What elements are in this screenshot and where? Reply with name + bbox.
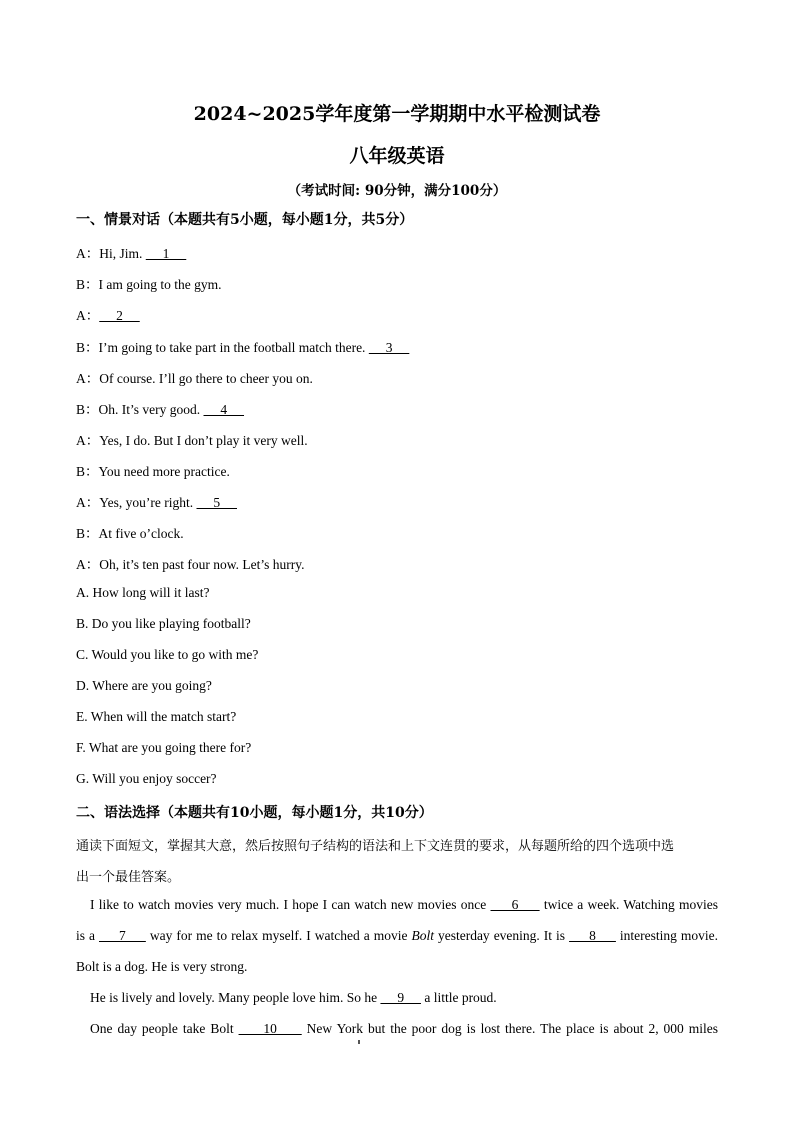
answer-blank[interactable]: 8 bbox=[569, 928, 616, 943]
section2-instruction: 通读下面短文，掌握其大意，然后按照句子结构的语法和上下文连贯的要求，从每题所给的四个选项中选 bbox=[76, 839, 675, 854]
passage-line: He is lively and lovely. Many people love him. So he 9 a little proud. bbox=[90, 990, 497, 1005]
dialogue-line: B：At five o’clock. bbox=[76, 526, 184, 541]
dialogue-line: B：You need more practice. bbox=[76, 464, 230, 479]
passage-line: I like to watch movies very much. I hope I can watch new movies once 6 twice a week. Watching movies bbox=[90, 897, 719, 912]
passage-line: One day people take Bolt 10 New York but the poor dog is lost there. The place is about 2, 000 miles bbox=[90, 1021, 719, 1036]
dialogue-line: A： 2 bbox=[76, 308, 140, 323]
dialogue-line: A：Oh, it’s ten past four now. Let’s hurry. bbox=[76, 557, 305, 572]
dialogue-line: B：I’m going to take part in the football match there. 3 bbox=[76, 340, 410, 355]
answer-blank[interactable]: 9 bbox=[380, 990, 421, 1005]
option-c: C. Would you like to go with me? bbox=[76, 647, 259, 662]
dialogue-line: B：Oh. It’s very good. 4 bbox=[76, 402, 245, 417]
option-f: F. What are you going there for? bbox=[76, 740, 252, 755]
answer-blank[interactable]: 4 bbox=[203, 402, 245, 417]
section2-instruction-cont: 出一个最佳答案。 bbox=[76, 870, 181, 885]
answer-blank[interactable]: 3 bbox=[368, 340, 410, 355]
answer-blank[interactable]: 2 bbox=[99, 308, 140, 323]
option-e: E. When will the match start? bbox=[76, 709, 237, 724]
dialogue-line: A：Yes, you’re right. 5 bbox=[76, 495, 237, 510]
option-d: D. Where are you going? bbox=[76, 678, 212, 693]
passage-line: is a 7 way for me to relax myself. I watched a movie Bolt yesterday evening. It is 8 interesting movie. bbox=[76, 928, 719, 943]
exam-info: （考试时间: 90分钟，满分100分） bbox=[287, 183, 507, 199]
option-g: G. Will you enjoy soccer? bbox=[76, 771, 217, 786]
answer-blank[interactable]: 10 bbox=[238, 1021, 302, 1036]
exam-title: 2024~2025学年度第一学期期中水平检测试卷 bbox=[193, 103, 601, 125]
dialogue-line: A：Yes, I do. But I don’t play it very well. bbox=[76, 433, 308, 448]
section1-heading: 一、情景对话（本题共有5小题，每小题1分，共5分） bbox=[76, 212, 414, 228]
dialogue-line: A：Of course. I’ll go there to cheer you on. bbox=[76, 371, 313, 386]
passage-line: Bolt is a dog. He is very strong. bbox=[76, 959, 248, 974]
answer-blank[interactable]: 1 bbox=[145, 246, 187, 261]
option-a: A. How long will it last? bbox=[76, 585, 210, 600]
answer-blank[interactable]: 5 bbox=[196, 495, 237, 510]
answer-blank[interactable]: 6 bbox=[490, 897, 540, 912]
dialogue-line: A：Hi, Jim. 1 bbox=[76, 246, 187, 261]
exam-subtitle: 八年级英语 bbox=[349, 145, 445, 167]
answer-blank[interactable]: 7 bbox=[99, 928, 146, 943]
option-b: B. Do you like playing football? bbox=[76, 616, 251, 631]
page-mark bbox=[358, 1040, 360, 1044]
section2-heading: 二、语法选择（本题共有10小题，每小题1分，共10分） bbox=[76, 805, 433, 821]
dialogue-line: B：I am going to the gym. bbox=[76, 277, 222, 292]
